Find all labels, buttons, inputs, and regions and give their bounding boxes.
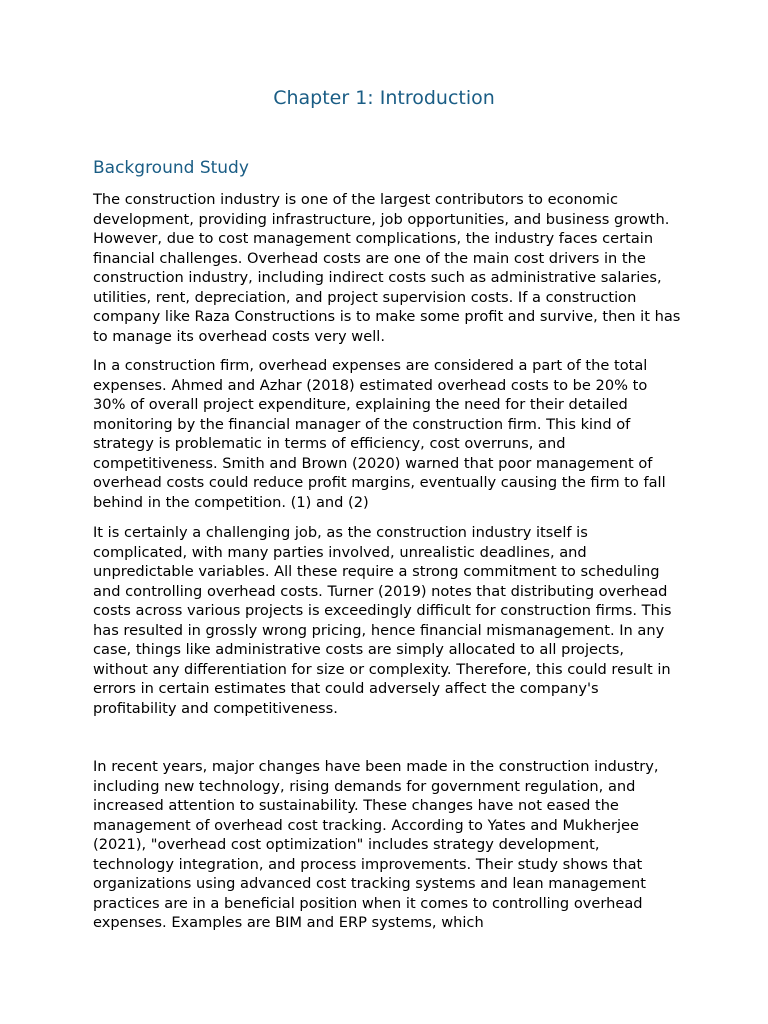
section-heading: Background Study [93,158,249,178]
paragraph-1: The construction industry is one of the largest contributors to economic development, providing infrastructure, job opportunities, and business growth. However, due to cost management complications, the industry faces certain financial challenges. Overhead costs are one of the main cost drivers in the construction industry, including indirect costs such as administrative salaries, utilities, rent, depreciation, and project supervision costs. If a construction company like Raza Constructions is to make some profit and survive, then it has to manage its overhead costs very well. [93,191,681,345]
chapter-title: Chapter 1: Introduction [273,87,495,109]
paragraph-2: In a construction firm, overhead expenses are considered a part of the total expenses. Ahmed and Azhar (2018) estimated overhead costs to be 20% to 30% of overall project expenditure, explaining the need for their detailed monitoring by the financial manager of the construction firm. This kind of strategy is problematic in terms of efficiency, cost overruns, and competitiveness. Smith and Brown (2020) warned that poor management of overhead costs could reduce profit margins, eventually causing the firm to fall behind in the competition. (1) and (2) [93,357,666,511]
paragraph-4: In recent years, major changes have been made in the construction industry, including new technology, rising demands for government regulation, and increased attention to sustainability. These changes have not eased the management of overhead cost tracking. According to Yates and Mukherjee (2021), "overhead cost optimization" includes strategy development, technology integration, and process improvements. Their study shows that organizations using advanced cost tracking systems and lean management practices are in a beneficial position when it comes to controlling overhead expenses. Examples are BIM and ERP systems, which [93,758,659,931]
paragraph-3: It is certainly a challenging job, as the construction industry itself is complicated, with many parties involved, unrealistic deadlines, and unpredictable variables. All these require a strong commitment to scheduling and controlling overhead costs. Turner (2019) notes that distributing overhead costs across various projects is exceedingly difficult for construction firms. This has resulted in grossly wrong pricing, hence financial mismanagement. In any case, things like administrative costs are simply allocated to all projects, without any differentiation for size or complexity. Therefore, this could result in errors in certain estimates that could adversely affect the company's profitability and competitiveness. [93,524,672,717]
